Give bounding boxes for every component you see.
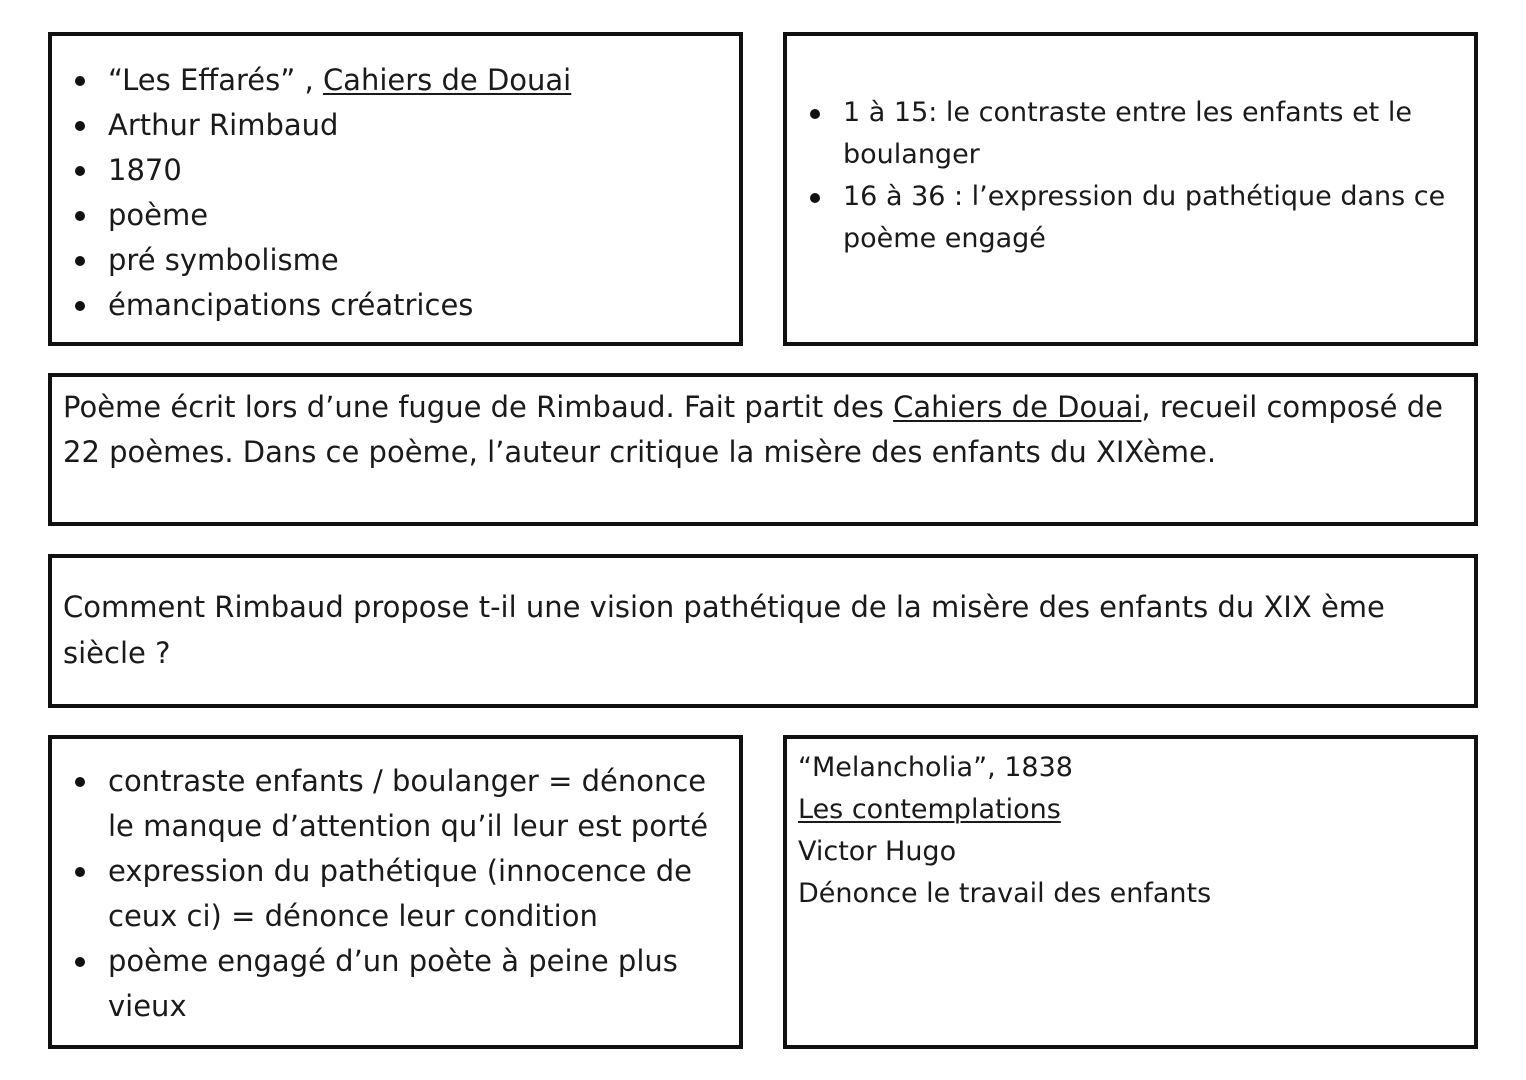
author: Arthur Rimbaud xyxy=(108,108,339,142)
list-item xyxy=(52,58,731,103)
conclusion-point-2: expression du pathétique (innocence de ceux ci) = dénonce leur condition xyxy=(108,854,692,933)
genre: poème xyxy=(108,198,209,232)
movement: pré symbolisme xyxy=(108,243,339,277)
year: 1870 xyxy=(108,153,182,187)
list-item xyxy=(52,238,731,283)
list-item xyxy=(52,939,733,1029)
bullet-icon xyxy=(75,777,85,787)
bullet-icon xyxy=(810,193,820,203)
conclusion-list xyxy=(52,759,733,1029)
list-item xyxy=(787,92,1468,176)
list-item xyxy=(52,759,733,849)
bullet-icon xyxy=(75,121,85,131)
ouverture-title: “Melancholia”, 1838 xyxy=(798,752,1073,783)
theme: émancipations créatrices xyxy=(108,288,474,322)
ouverture-author: Victor Hugo xyxy=(798,836,957,867)
work-title: Cahiers de Douai xyxy=(322,63,572,97)
list-item xyxy=(787,176,1468,260)
conclusion-card xyxy=(48,735,743,1049)
context-work-title: Cahiers de Douai xyxy=(893,390,1142,424)
list-item xyxy=(52,103,731,148)
list-item xyxy=(52,283,731,328)
plan-list xyxy=(787,92,1468,260)
bullet-icon xyxy=(75,301,85,311)
ouverture-work: Les contemplations xyxy=(798,794,1061,825)
problematique-card xyxy=(48,554,1478,708)
list-item xyxy=(52,849,733,939)
bullet-icon xyxy=(810,109,820,119)
intro-card xyxy=(48,32,743,346)
list-item xyxy=(52,193,731,238)
plan-part-1: 1 à 15: le contraste entre les enfants et le boulanger xyxy=(843,97,1412,170)
list-item xyxy=(52,148,731,193)
context-text-2: , recueil composé de 22 poèmes. Dans ce poème, l’auteur critique la misère des enfants du XIXème. xyxy=(63,390,1443,469)
context-paragraph xyxy=(63,385,1460,475)
ouverture-card xyxy=(783,735,1478,1049)
bullet-icon xyxy=(75,166,85,176)
ouverture-lines xyxy=(798,747,1464,915)
plan-part-2: 16 à 36 : l’expression du pathétique dans ce poème engagé xyxy=(843,181,1446,254)
bullet-icon xyxy=(75,957,85,967)
bullet-icon xyxy=(75,867,85,877)
bullet-icon xyxy=(75,76,85,86)
intro-list xyxy=(52,58,731,328)
conclusion-point-1: contraste enfants / boulanger = dénonce le manque d’attention qu’il leur est porté xyxy=(108,764,709,843)
conclusion-point-3: poème engagé d’un poète à peine plus vieux xyxy=(108,944,678,1023)
bullet-icon xyxy=(75,256,85,266)
ouverture-note: Dénonce le travail des enfants xyxy=(798,878,1212,909)
poem-title: “Les Effarés” , xyxy=(108,63,314,97)
plan-card xyxy=(783,32,1478,346)
problematique-text: Comment Rimbaud propose t-il une vision pathétique de la misère des enfants du XIX ème siècle ? xyxy=(63,590,1385,670)
context-card xyxy=(48,373,1478,526)
bullet-icon xyxy=(75,211,85,221)
context-text-1: Poème écrit lors d’une fugue de Rimbaud. Fait partit des xyxy=(63,390,894,424)
